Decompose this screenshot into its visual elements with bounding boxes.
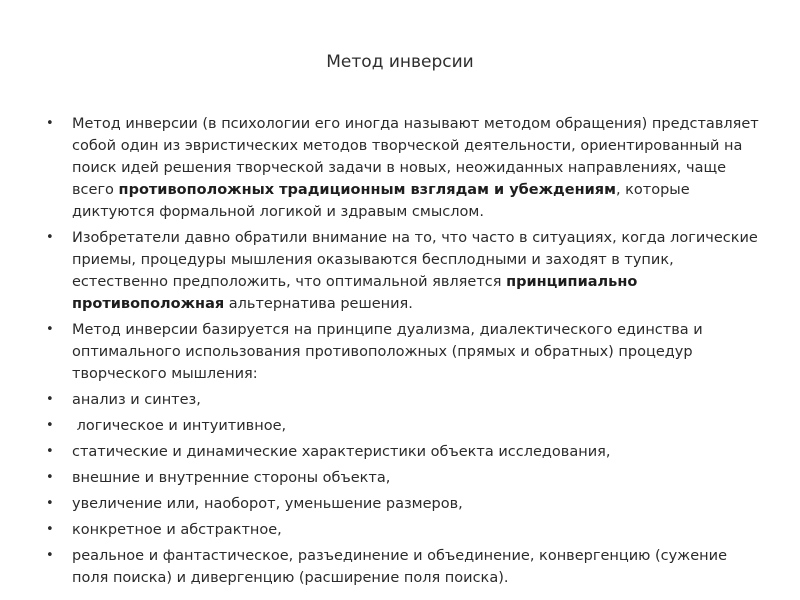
slide-title: Метод инверсии bbox=[326, 52, 474, 72]
bullet-text: внешние и внутренние стороны объекта, bbox=[72, 470, 391, 486]
bullet-item bbox=[46, 415, 761, 437]
bullet-emphasis: принципиально противоположная bbox=[72, 274, 638, 312]
bullet-item bbox=[46, 519, 761, 541]
bullet-list bbox=[46, 113, 761, 593]
bullet-item bbox=[46, 319, 761, 385]
bullet-text: Метод инверсии (в психологии его иногда называют методом обращения) представляет собой один из эвристических методов творческой деятельности, ориентированный на поиск идей решения творческой задачи в новых, неожиданных направлениях, чаще всего bbox=[72, 116, 759, 198]
bullet-icon: • bbox=[46, 418, 54, 433]
bullet-text: Изобретатели давно обратили внимание на то, что часто в ситуациях, когда логические приемы, процедуры мышления оказываются бесплодными и заходят в тупик, естественно предположить, что оптимальной является bbox=[72, 230, 758, 290]
bullet-text: увеличение или, наоборот, уменьшение размеров, bbox=[72, 496, 463, 512]
bullet-text: анализ и синтез, bbox=[72, 392, 201, 408]
bullet-text: статические и динамические характеристики объекта исследования, bbox=[72, 444, 611, 460]
bullet-icon: • bbox=[46, 548, 54, 563]
bullet-icon: • bbox=[46, 116, 54, 131]
bullet-item bbox=[46, 113, 761, 223]
bullet-item bbox=[46, 467, 761, 489]
bullet-emphasis: противоположных традиционным взглядам и убеждениям bbox=[118, 182, 616, 198]
bullet-icon: • bbox=[46, 496, 54, 511]
bullet-text-tail: , которые диктуются формальной логикой и здравым смыслом. bbox=[72, 182, 690, 220]
bullet-icon: • bbox=[46, 392, 54, 407]
bullet-icon: • bbox=[46, 470, 54, 485]
bullet-icon: • bbox=[46, 230, 54, 245]
bullet-text: Метод инверсии базируется на принципе дуализма, диалектического единства и оптимального использования противоположных (прямых и обратных) процедур творческого мышления: bbox=[72, 322, 703, 382]
bullet-icon: • bbox=[46, 322, 54, 337]
bullet-item bbox=[46, 441, 761, 463]
bullet-icon: • bbox=[46, 522, 54, 537]
bullet-text: реальное и фантастическое, разъединение и объединение, конвергенцию (сужение поля поиска) и дивергенцию (расширение поля поиска). bbox=[72, 548, 727, 586]
bullet-item bbox=[46, 545, 761, 589]
bullet-item bbox=[46, 493, 761, 515]
bullet-item bbox=[46, 389, 761, 411]
bullet-text: логическое и интуитивное, bbox=[72, 418, 287, 434]
bullet-text: конкретное и абстрактное, bbox=[72, 522, 282, 538]
bullet-text-tail: альтернатива решения. bbox=[224, 296, 413, 312]
bullet-item bbox=[46, 227, 761, 315]
bullet-icon: • bbox=[46, 444, 54, 459]
